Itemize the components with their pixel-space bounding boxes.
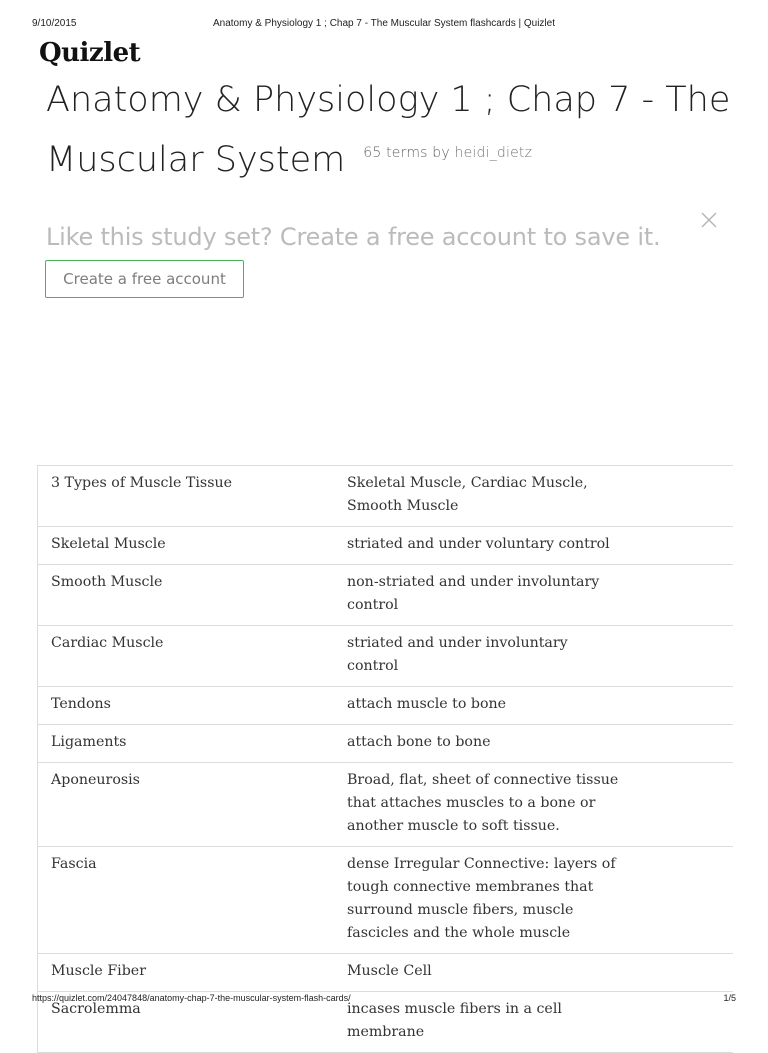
term-row (38, 954, 734, 992)
term-row (38, 763, 734, 847)
term-cell: Ligaments (38, 725, 335, 763)
definition-cell: incases muscle fibers in a cell membrane (334, 992, 733, 1053)
term-row (38, 725, 734, 763)
terms-table (37, 465, 733, 1053)
close-icon (700, 211, 718, 229)
term-cell: 3 Types of Muscle Tissue (38, 466, 335, 527)
page-number: 1/5 (723, 993, 736, 1003)
definition-cell: non-striated and under involuntary control (334, 565, 733, 626)
term-cell: Muscle Fiber (38, 954, 335, 992)
term-cell: Tendons (38, 687, 335, 725)
terms-count: 65 terms by (363, 145, 450, 161)
print-url: https://quizlet.com/24047848/anatomy-chap-7-the-muscular-system-flash-cards/ (32, 993, 351, 1003)
term-row (38, 626, 734, 687)
definition-cell: attach bone to bone (334, 725, 733, 763)
term-row (38, 687, 734, 725)
term-row (38, 565, 734, 626)
term-cell: Aponeurosis (38, 763, 335, 847)
signup-promo-text: Like this study set? Create a free account to save it. (46, 223, 661, 251)
set-header (46, 70, 736, 191)
print-date: 9/10/2015 (32, 18, 77, 29)
term-row (38, 466, 734, 527)
quizlet-logo[interactable]: Quizlet (39, 38, 141, 68)
definition-cell: attach muscle to bone (334, 687, 733, 725)
term-cell: Fascia (38, 847, 335, 954)
term-cell: Cardiac Muscle (38, 626, 335, 687)
definition-cell: Skeletal Muscle, Cardiac Muscle, Smooth Muscle (334, 466, 733, 527)
author-link[interactable]: heidi_dietz (454, 145, 533, 161)
term-cell: Skeletal Muscle (38, 527, 335, 565)
term-cell: Smooth Muscle (38, 565, 335, 626)
definition-cell: Muscle Cell (334, 954, 733, 992)
close-promo-button[interactable] (700, 211, 720, 231)
create-account-button[interactable]: Create a free account (45, 260, 244, 298)
definition-cell: striated and under voluntary control (334, 527, 733, 565)
definition-cell: dense Irregular Connective: layers of tough connective membranes that surround muscle fibers, muscle fascicles and the whole muscle (334, 847, 733, 954)
term-cell: Sacrolemma (38, 992, 335, 1053)
set-meta (363, 145, 532, 161)
definition-cell: striated and under involuntary control (334, 626, 733, 687)
term-row (38, 847, 734, 954)
print-document-title: Anatomy & Physiology 1 ; Chap 7 - The Muscular System flashcards | Quizlet (212, 18, 555, 29)
definition-cell: Broad, flat, sheet of connective tissue that attaches muscles to a bone or another muscle to soft tissue. (334, 763, 733, 847)
term-row (38, 527, 734, 565)
set-title: Anatomy & Physiology 1 ; Chap 7 - The Muscular System (46, 80, 731, 180)
